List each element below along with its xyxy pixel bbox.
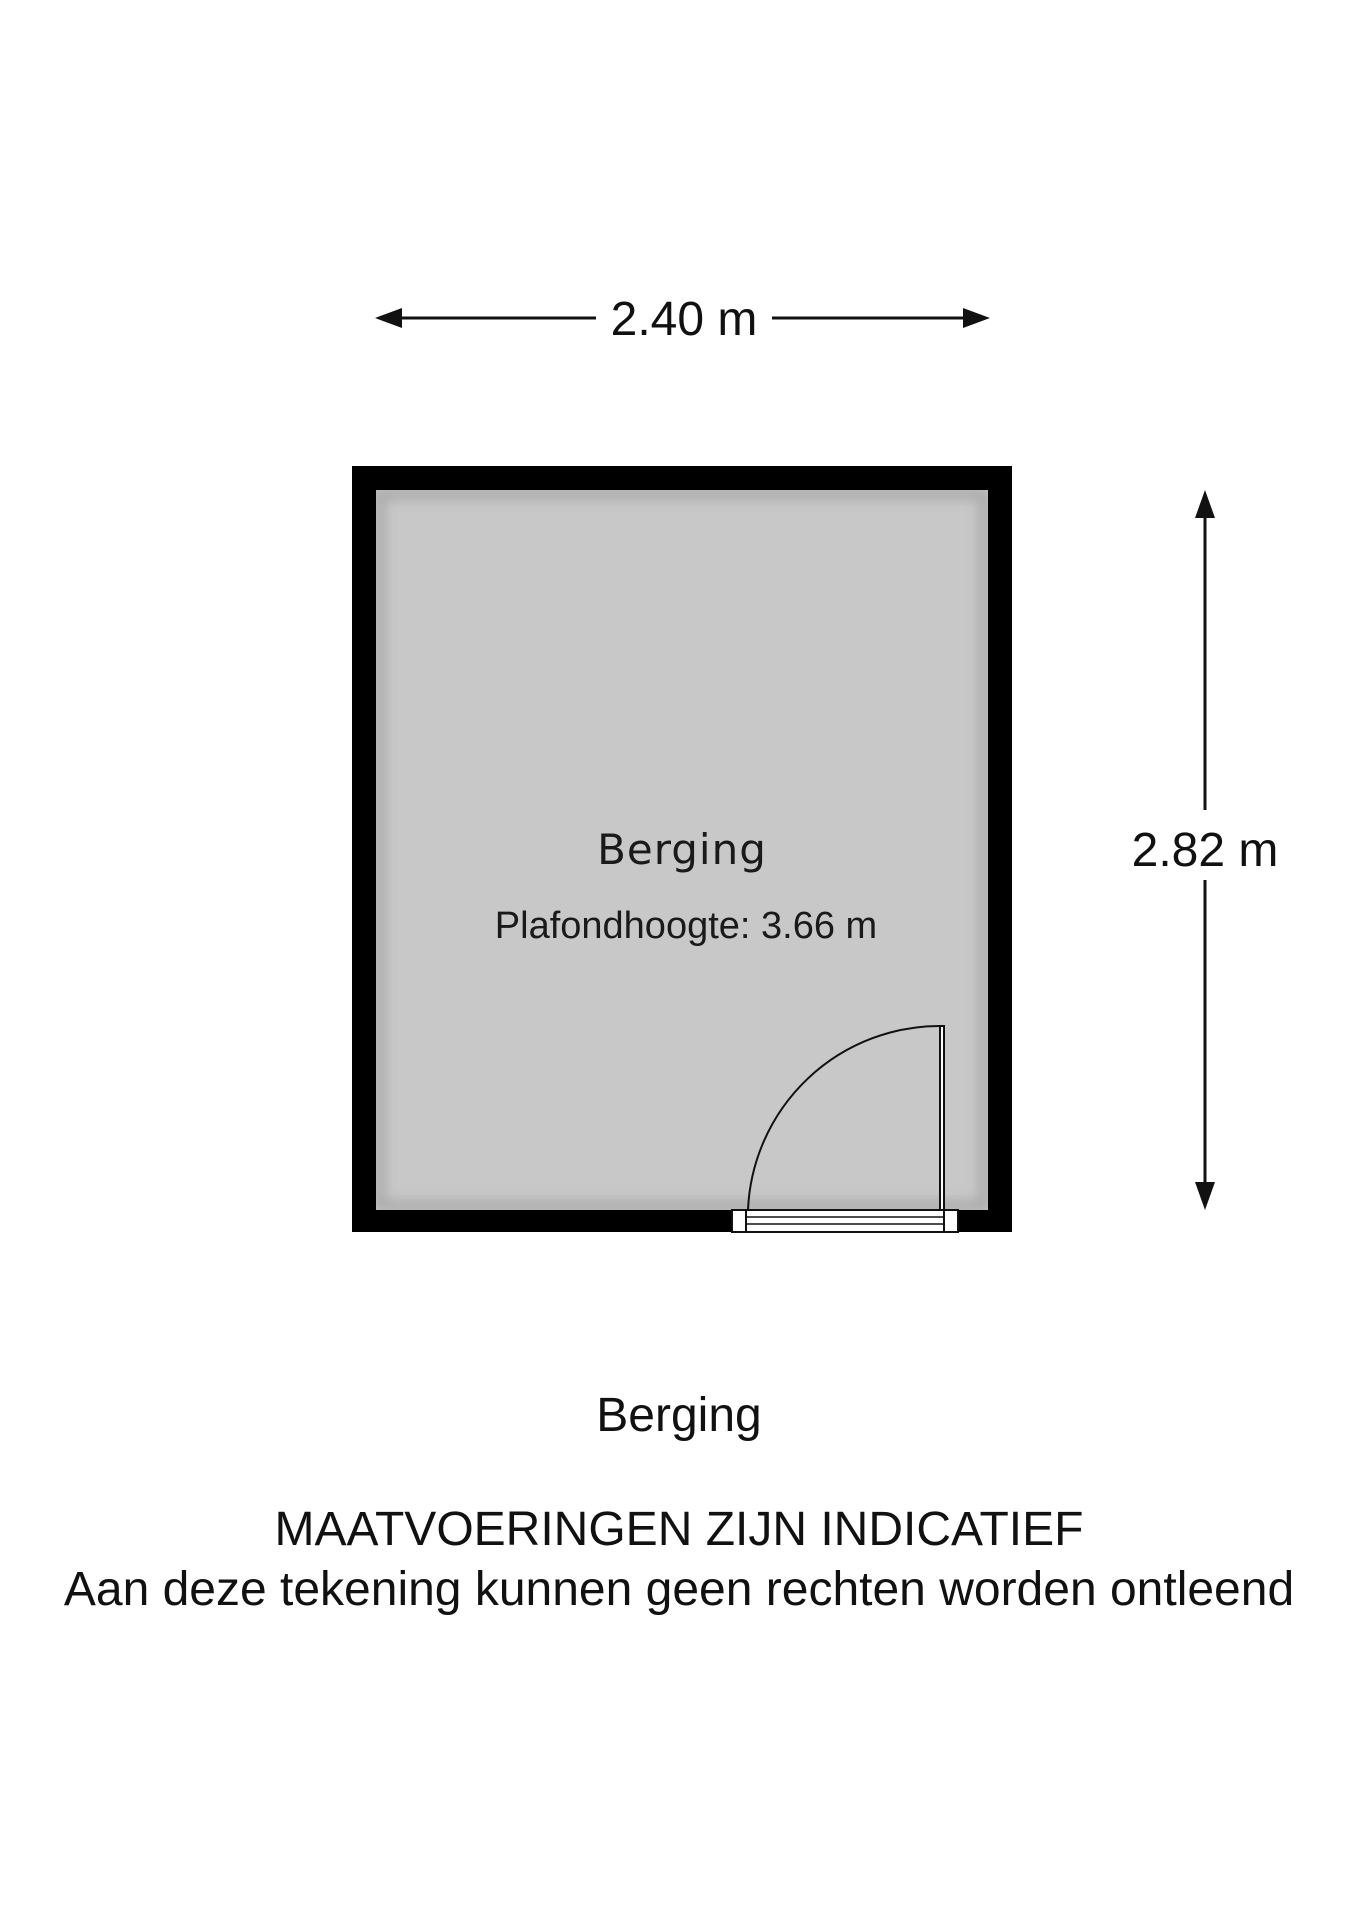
- door-frame-right: [944, 1210, 958, 1232]
- wall-right: [988, 466, 1012, 1232]
- width-dimension: [375, 293, 990, 346]
- wall-left: [352, 466, 376, 1232]
- wall-bottom-left: [352, 1210, 732, 1232]
- room-ceiling-height: Plafondhoogte: 3.66 m: [494, 905, 878, 947]
- disclaimer-text: Aan deze tekening kunnen geen rechten worden ontleend: [63, 1563, 1295, 1616]
- wall-bottom-right: [958, 1210, 1012, 1232]
- room-name: Berging: [597, 825, 767, 874]
- door-frame-left: [732, 1210, 746, 1232]
- door-leaf: [940, 1026, 944, 1210]
- wall-top: [352, 466, 1012, 490]
- room-berging: [352, 466, 1012, 1232]
- depth-arrowhead-bottom-icon: [1195, 1182, 1215, 1210]
- floor-name: Berging: [596, 1389, 762, 1442]
- depth-dimension: [1132, 490, 1279, 1210]
- disclaimer-title: MAATVOERINGEN ZIJN INDICATIEF: [274, 1503, 1084, 1556]
- width-arrowhead-right-icon: [963, 308, 990, 328]
- width-label: 2.40 m: [610, 293, 758, 346]
- depth-label: 2.82 m: [1131, 824, 1279, 877]
- depth-arrowhead-top-icon: [1195, 490, 1215, 518]
- door-threshold: [746, 1210, 944, 1232]
- width-arrowhead-left-icon: [375, 308, 402, 328]
